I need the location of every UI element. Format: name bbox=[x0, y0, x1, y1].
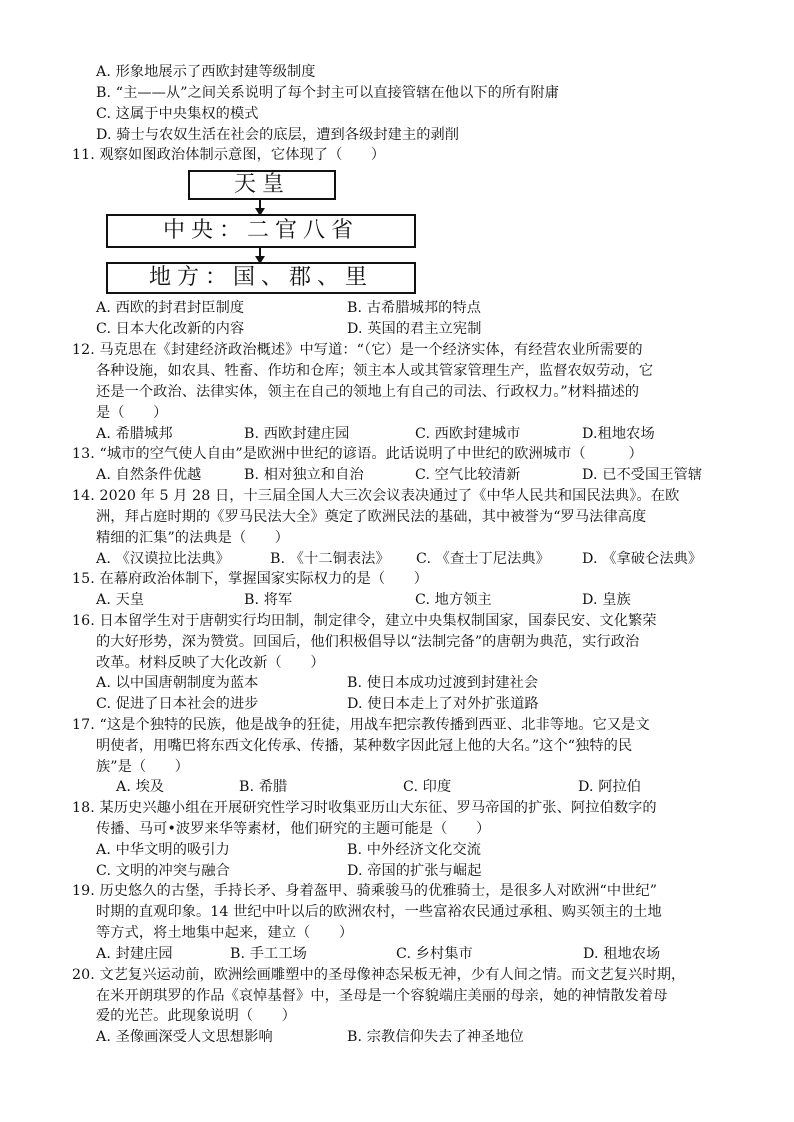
q17-option-c: C. 印度 bbox=[403, 779, 452, 795]
q20-stem-2: 在米开朗琪罗的作品《哀悼基督》中，圣母是一个容貌端庄美丽的母亲，她的神情散发着母 bbox=[96, 988, 668, 1004]
q12-option-d: D.租地农场 bbox=[582, 426, 655, 442]
q16-stem-1: 16. 日本留学生对于唐朝实行均田制，制定律令，建立中央集权制国家，国泰民安、文化繁荣 bbox=[72, 613, 657, 629]
q19-stem-3: 等方式，将土地集中起来，建立（ ） bbox=[96, 925, 354, 941]
q19-option-a: A. 封建庄园 bbox=[96, 946, 173, 962]
q13-stem: 13. “城市的空气使人自由”是欧洲中世纪的谚语。此话说明了中世纪的欧洲城市（ ） bbox=[72, 446, 643, 462]
q11-option-d: D. 英国的君主立宪制 bbox=[347, 321, 482, 337]
q15-stem: 15. 在幕府政治体制下，掌握国家实际权力的是（ ） bbox=[72, 571, 429, 587]
q17-option-d: D. 阿拉伯 bbox=[578, 779, 642, 795]
q18-stem-1: 18. 某历史兴趣小组在开展研究性学习时收集亚历山大东征、罗马帝国的扩张、阿拉伯数字的 bbox=[72, 800, 657, 816]
q14-stem-2: 洲，拜占庭时期的《罗马民法大全》奠定了欧洲民法的基础，其中被誉为“罗马法律高度 bbox=[96, 509, 647, 525]
q11-option-a: A. 西欧的封君封臣制度 bbox=[96, 300, 245, 316]
q17-stem-2: 明使者，用嘴巴将东西文化传承、传播，某种数字因此冠上他的大名。”这个“独特的民 bbox=[96, 738, 633, 754]
q18-option-a: A. 中华文明的吸引力 bbox=[96, 842, 230, 858]
q18-stem-2: 传播、马可•波罗来华等素材，他们研究的主题可能是（ ） bbox=[96, 821, 491, 837]
q13-option-d: D. 已不受国王管辖 bbox=[582, 467, 703, 483]
q15-option-a: A. 天皇 bbox=[96, 592, 145, 608]
q18-option-c: C. 文明的冲突与融合 bbox=[96, 863, 230, 879]
q16-stem-2: 的大好形势，深为赞赏。回国后，他们积极倡导以“法制完备”的唐朝为典范，实行政治 bbox=[96, 634, 640, 650]
q14-option-a: A. 《汉谟拉比法典》 bbox=[96, 551, 230, 567]
q13-option-a: A. 自然条件优越 bbox=[96, 467, 202, 483]
q18-option-b: B. 中外经济文化交流 bbox=[347, 842, 482, 858]
q20-stem-1: 20. 文艺复兴运动前，欧洲绘画雕塑中的圣母像神态呆板无神，少有人间之情。而文艺复兴时期， bbox=[72, 967, 686, 983]
q20-option-a: A. 圣像画深受人文思想影响 bbox=[96, 1029, 273, 1045]
diagram-middle-box: 中央：二官八省 bbox=[106, 214, 416, 248]
q12-stem-1: 12. 马克思在《封建经济政治概述》中写道：“（它）是一个经济实体，有经营农业所需要的 bbox=[72, 342, 643, 358]
q16-option-a: A. 以中国唐朝制度为蓝本 bbox=[96, 675, 259, 691]
q13-option-c: C. 空气比较清新 bbox=[415, 467, 521, 483]
q12-option-a: A. 希腊城邦 bbox=[96, 426, 173, 442]
q19-stem-2: 时期的直观印象。14 世纪中叶以后的欧洲农村，一些富裕农民通过承租、购买领主的土地 bbox=[96, 904, 662, 920]
q19-option-d: D. 租地农场 bbox=[583, 946, 661, 962]
q12-stem-2: 各种设施，如农具、牲畜、作坊和仓库；领主本人或其管家管理生产，监督农奴劳动，它 bbox=[96, 363, 654, 379]
q17-option-b: B. 希腊 bbox=[239, 779, 288, 795]
q19-stem-1: 19. 历史悠久的古堡，手持长矛、身着盔甲、骑乘骏马的优雅骑士，是很多人对欧洲“中世纪” bbox=[72, 883, 658, 899]
q16-option-d: D. 使日本走上了对外扩张道路 bbox=[347, 696, 539, 712]
q17-stem-3: 族”是（ ） bbox=[96, 759, 190, 775]
q17-stem-1: 17. “这是个独特的民族，他是战争的狂徒，用战车把宗教传播到西亚、北非等地。它又是文 bbox=[72, 717, 650, 733]
q15-option-c: C. 地方领主 bbox=[415, 592, 492, 608]
q16-option-c: C. 促进了日本社会的进步 bbox=[96, 696, 259, 712]
diagram-top-box: 天皇 bbox=[188, 170, 336, 200]
q19-option-c: C. 乡村集市 bbox=[396, 946, 473, 962]
q20-option-b: B. 宗教信仰失去了神圣地位 bbox=[347, 1029, 524, 1045]
q11-option-c: C. 日本大化改新的内容 bbox=[96, 321, 245, 337]
q17-option-a: A. 埃及 bbox=[116, 779, 165, 795]
q16-option-b: B. 使日本成功过渡到封建社会 bbox=[347, 675, 539, 691]
q12-option-c: C. 西欧封建城市 bbox=[415, 426, 521, 442]
q15-option-d: D. 皇族 bbox=[582, 592, 631, 608]
q14-stem-3: 精细的汇集”的法典是（ ） bbox=[96, 530, 290, 546]
q14-stem-1: 14. 2020 年 5 月 28 日，十三届全国人大三次会议表决通过了《中华人民共和国民法典》。在欧 bbox=[72, 488, 680, 504]
q10-option-d: D. 骑士与农奴生活在社会的底层，遭到各级封建主的剥削 bbox=[96, 127, 460, 143]
q14-option-c: C. 《查士丁尼法典》 bbox=[416, 551, 550, 567]
q13-option-b: B. 相对独立和自治 bbox=[244, 467, 364, 483]
q14-option-d: D. 《拿破仑法典》 bbox=[582, 551, 703, 567]
q20-stem-3: 爱的光芒。此现象说明（ ） bbox=[96, 1008, 297, 1024]
diagram-bottom-box: 地方：国、郡、里 bbox=[106, 262, 416, 294]
q18-option-d: D. 帝国的扩张与崛起 bbox=[347, 863, 482, 879]
q12-option-b: B. 西欧封建庄园 bbox=[244, 426, 350, 442]
q12-stem-4: 是（ ） bbox=[96, 405, 168, 421]
q12-stem-3: 还是一个政治、法律实体，领主在自己的领地上有自己的司法、行政权力。”材料描述的 bbox=[96, 384, 640, 400]
q10-option-c: C. 这属于中央集权的模式 bbox=[96, 106, 259, 122]
q10-option-a: A. 形象地展示了西欧封建等级制度 bbox=[96, 64, 316, 80]
q19-option-b: B. 手工工场 bbox=[230, 946, 307, 962]
q10-option-b: B. “主——从”之间关系说明了每个封主可以直接管辖在他以下的所有附庸 bbox=[96, 85, 560, 101]
q11-stem: 11. 观察如图政治体制示意图，它体现了（ ） bbox=[72, 147, 386, 163]
q16-stem-3: 改革。材料反映了大化改新（ ） bbox=[96, 655, 325, 671]
q14-option-b: B. 《十二铜表法》 bbox=[270, 551, 390, 567]
q11-option-b: B. 古希腊城邦的特点 bbox=[347, 300, 482, 316]
q15-option-b: B. 将军 bbox=[244, 592, 293, 608]
